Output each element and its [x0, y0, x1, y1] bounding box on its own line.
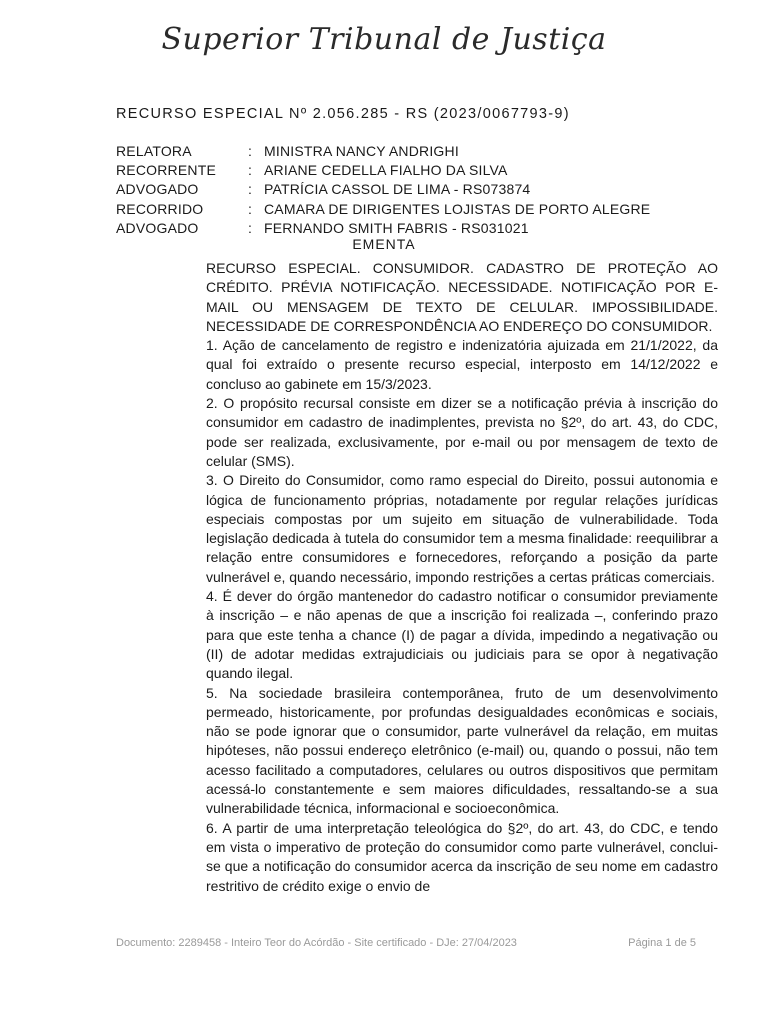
party-role: ADVOGADO [116, 219, 199, 236]
ementa-paragraph-4: 4. É dever do órgão mantenedor do cadastro notificar o consumidor previamente à inscrição – e não apenas de que a inscrição foi realizada –, conferindo prazo para que este tenha a chance (I) de pagar a dívida, impedindo a negativação ou (II) de adotar medidas extrajudiciais ou judiciais para se opor à negativação quando ilegal. [206, 588, 718, 682]
party-name: PATRÍCIA CASSOL DE LIMA - RS073874 [264, 181, 531, 198]
ementa-paragraph-1: 1. Ação de cancelamento de registro e indenizatória ajuizada em 21/1/2022, da qual foi extraído o presente recurso especial, interposto em 14/12/2022 e concluso ao gabinete em 15/3/2023. [206, 337, 718, 392]
party-row-recorrido [116, 200, 736, 219]
party-row-advogado-1 [116, 180, 736, 199]
party-role: RECORRIDO [116, 200, 204, 217]
parties-block [116, 142, 736, 238]
ementa-body [206, 259, 718, 896]
ementa-paragraph-6: 6. A partir de uma interpretação teleológica do §2º, do art. 43, do CDC, e tendo em vista o imperativo de proteção do consumidor como parte vulnerável, conclui-se que a notificação do consumidor acerca da inscrição de seu nome em cadastro restritivo de crédito exige o envio de [206, 819, 718, 894]
court-name-header: Superior Tribunal de Justiça [161, 22, 607, 57]
ementa-heading: EMENTA [352, 236, 416, 252]
party-colon: : [248, 219, 252, 236]
page-footer [116, 937, 696, 949]
ementa-paragraph-2: 2. O propósito recursal consiste em dizer se a notificação prévia à inscrição do consumidor em cadastro de inadimplentes, prevista no §2º, do art. 43, do CDC, pode ser realizada, exclusivamente, por e-mail ou por mensagem de texto de celular (SMS). [206, 395, 718, 469]
ementa-paragraph-5: 5. Na sociedade brasileira contemporânea, fruto de um desenvolvimento permeado, historicamente, por profundas desigualdades econômicas e sociais, não se pode ignorar que o consumidor, parte vulnerável da relação, em muitas hipóteses, não possui endereço eletrônico (e-mail) ou, quando o possui, não tem acesso facilitado a computadores, celulares ou outros dispositivos que permitam acessá-lo constantemente e sem maiores dificuldades, ressaltando-se a sua vulnerabilidade técnica, informacional e socioeconômica. [206, 684, 718, 817]
party-role: ADVOGADO [116, 181, 199, 198]
document-info: Documento: 2289458 - Inteiro Teor do Acórdão - Site certificado - DJe: 27/04/2023 [116, 937, 517, 949]
party-colon: : [248, 162, 252, 179]
party-name: FERNANDO SMITH FABRIS - RS031021 [264, 219, 529, 236]
party-colon: : [248, 200, 252, 217]
party-name: CAMARA DE DIRIGENTES LOJISTAS DE PORTO ALEGRE [264, 200, 651, 217]
party-name: ARIANE CEDELLA FIALHO DA SILVA [264, 162, 508, 179]
party-role: RELATORA [116, 143, 192, 159]
party-role: RECORRENTE [116, 162, 217, 179]
party-row-recorrente [116, 161, 736, 180]
party-row-relatora [116, 142, 736, 161]
ementa-paragraph-3: 3. O Direito do Consumidor, como ramo especial do Direito, possui autonomia e lógica de funcionamento próprias, notadamente por regular relações jurídicas especiais compostas por um sujeito em situação de vulnerabilidade. Toda legislação dedicada à tutela do consumidor tem a mesma finalidade: reequilibrar a relação entre consumidores e fornecedores, reforçando a posição da parte vulnerável e, quando necessário, impondo restrições a certas práticas comerciais. [206, 472, 718, 585]
party-colon: : [248, 181, 252, 198]
page-number: Página 1 de 5 [628, 937, 696, 949]
case-title: RECURSO ESPECIAL Nº 2.056.285 - RS (2023/0067793-9) [116, 106, 570, 122]
ementa-summary-paragraph: RECURSO ESPECIAL. CONSUMIDOR. CADASTRO DE PROTEÇÃO AO CRÉDITO. PRÉVIA NOTIFICAÇÃO. NECESSIDADE. NOTIFICAÇÃO POR E-MAIL OU MENSAGEM DE TEXTO DE CELULAR. IMPOSSIBILIDADE. NECESSIDADE DE CORRESPONDÊNCIA AO ENDEREÇO DO CONSUMIDOR. [206, 260, 718, 334]
party-colon: : [248, 143, 252, 159]
party-name: MINISTRA NANCY ANDRIGHI [264, 143, 459, 159]
